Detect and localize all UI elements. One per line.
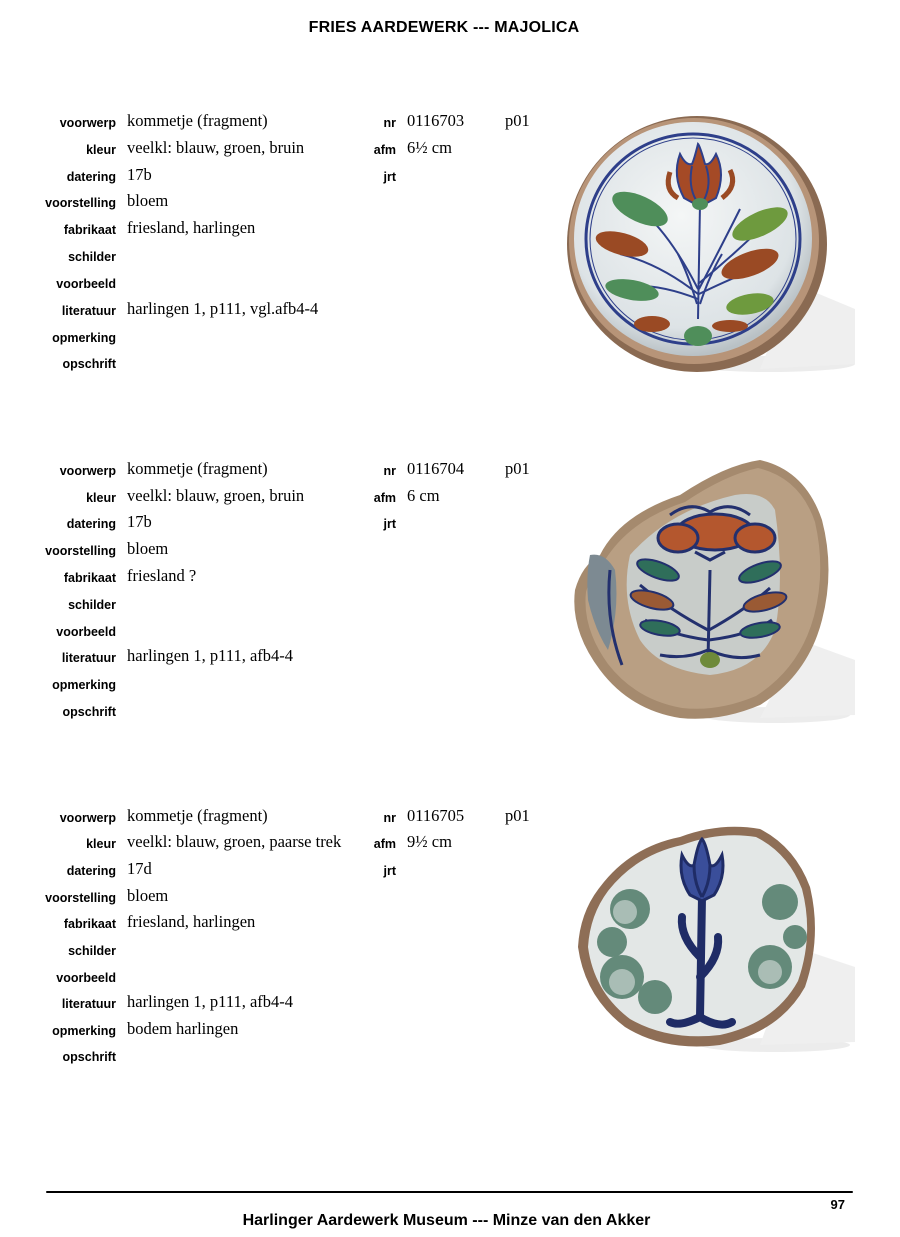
label-kleur: kleur	[86, 143, 116, 157]
value-voorstelling: bloem	[127, 886, 169, 905]
value-fabrikaat: friesland, harlingen	[127, 912, 256, 931]
label-voorbeeld: voorbeeld	[56, 625, 116, 639]
label-nr: nr	[383, 464, 396, 478]
label-voorbeeld: voorbeeld	[56, 971, 116, 985]
value-datering: 17b	[127, 512, 152, 531]
catalog-entry-0116703	[0, 112, 900, 412]
value-literatuur: harlingen 1, p111, vgl.afb4-4	[127, 299, 319, 318]
label-opschrift: opschrift	[62, 705, 116, 719]
value-afm: 6½ cm	[407, 138, 452, 157]
value-kleur: veelkl: blauw, groen, bruin	[127, 138, 305, 157]
value-opmerking: bodem harlingen	[127, 1019, 239, 1038]
label-opschrift: opschrift	[62, 357, 116, 371]
value-literatuur: harlingen 1, p111, afb4-4	[127, 992, 294, 1011]
footer-rule	[46, 1191, 853, 1193]
page-number: 97	[830, 1197, 845, 1212]
label-fabrikaat: fabrikaat	[63, 571, 116, 585]
label-kleur: kleur	[86, 837, 116, 851]
label-opmerking: opmerking	[52, 331, 116, 345]
label-afm: afm	[373, 837, 396, 851]
catalog-code: p01	[505, 459, 530, 478]
label-datering: datering	[66, 517, 116, 531]
value-fabrikaat: friesland ?	[127, 566, 197, 585]
label-opschrift: opschrift	[62, 1050, 116, 1064]
value-kleur: veelkl: blauw, groen, paarse trek	[127, 832, 342, 851]
page-footer: Harlinger Aardewerk Museum --- Minze van den Akker	[242, 1212, 651, 1229]
value-nr: 0116705	[407, 806, 465, 825]
value-literatuur: harlingen 1, p111, afb4-4	[127, 646, 294, 665]
label-afm: afm	[373, 143, 396, 157]
value-voorstelling: bloem	[127, 539, 169, 558]
value-datering: 17b	[127, 165, 152, 184]
label-kleur: kleur	[86, 491, 116, 505]
label-literatuur: literatuur	[61, 651, 116, 665]
value-afm: 9½ cm	[407, 832, 452, 851]
catalog-code: p01	[505, 806, 530, 825]
value-kleur: veelkl: blauw, groen, bruin	[127, 486, 305, 505]
label-jrt: jrt	[383, 864, 396, 878]
label-opmerking: opmerking	[52, 678, 116, 692]
value-datering: 17d	[127, 859, 152, 878]
label-voorwerp: voorwerp	[59, 811, 116, 825]
label-voorstelling: voorstelling	[45, 544, 116, 558]
fragment-photo-flower	[560, 460, 860, 730]
value-voorwerp: kommetje (fragment)	[127, 459, 268, 478]
label-jrt: jrt	[383, 517, 396, 531]
label-afm: afm	[373, 491, 396, 505]
label-opmerking: opmerking	[52, 1024, 116, 1038]
label-datering: datering	[66, 170, 116, 184]
label-voorbeeld: voorbeeld	[56, 277, 116, 291]
value-voorwerp: kommetje (fragment)	[127, 806, 268, 825]
label-fabrikaat: fabrikaat	[63, 223, 116, 237]
label-nr: nr	[383, 811, 396, 825]
label-voorwerp: voorwerp	[59, 464, 116, 478]
fragment-photo-tulip	[570, 817, 860, 1057]
value-voorstelling: bloem	[127, 191, 169, 210]
value-nr: 0116704	[407, 459, 465, 478]
catalog-code: p01	[505, 111, 530, 130]
label-schilder: schilder	[68, 944, 116, 958]
label-jrt: jrt	[383, 170, 396, 184]
value-nr: 0116703	[407, 111, 465, 130]
page-header: FRIES AARDEWERK --- MAJOLICA	[308, 19, 580, 36]
label-schilder: schilder	[68, 250, 116, 264]
value-fabrikaat: friesland, harlingen	[127, 218, 256, 237]
label-literatuur: literatuur	[61, 304, 116, 318]
label-voorwerp: voorwerp	[59, 116, 116, 130]
label-voorstelling: voorstelling	[45, 891, 116, 905]
catalog-entry-0116705	[0, 807, 900, 1107]
bowl-photo-tulip	[560, 114, 860, 376]
label-fabrikaat: fabrikaat	[63, 917, 116, 931]
label-schilder: schilder	[68, 598, 116, 612]
value-afm: 6 cm	[407, 486, 440, 505]
catalog-entry-0116704	[0, 460, 900, 760]
value-voorwerp: kommetje (fragment)	[127, 111, 268, 130]
label-literatuur: literatuur	[61, 997, 116, 1011]
label-voorstelling: voorstelling	[45, 196, 116, 210]
label-datering: datering	[66, 864, 116, 878]
label-nr: nr	[383, 116, 396, 130]
